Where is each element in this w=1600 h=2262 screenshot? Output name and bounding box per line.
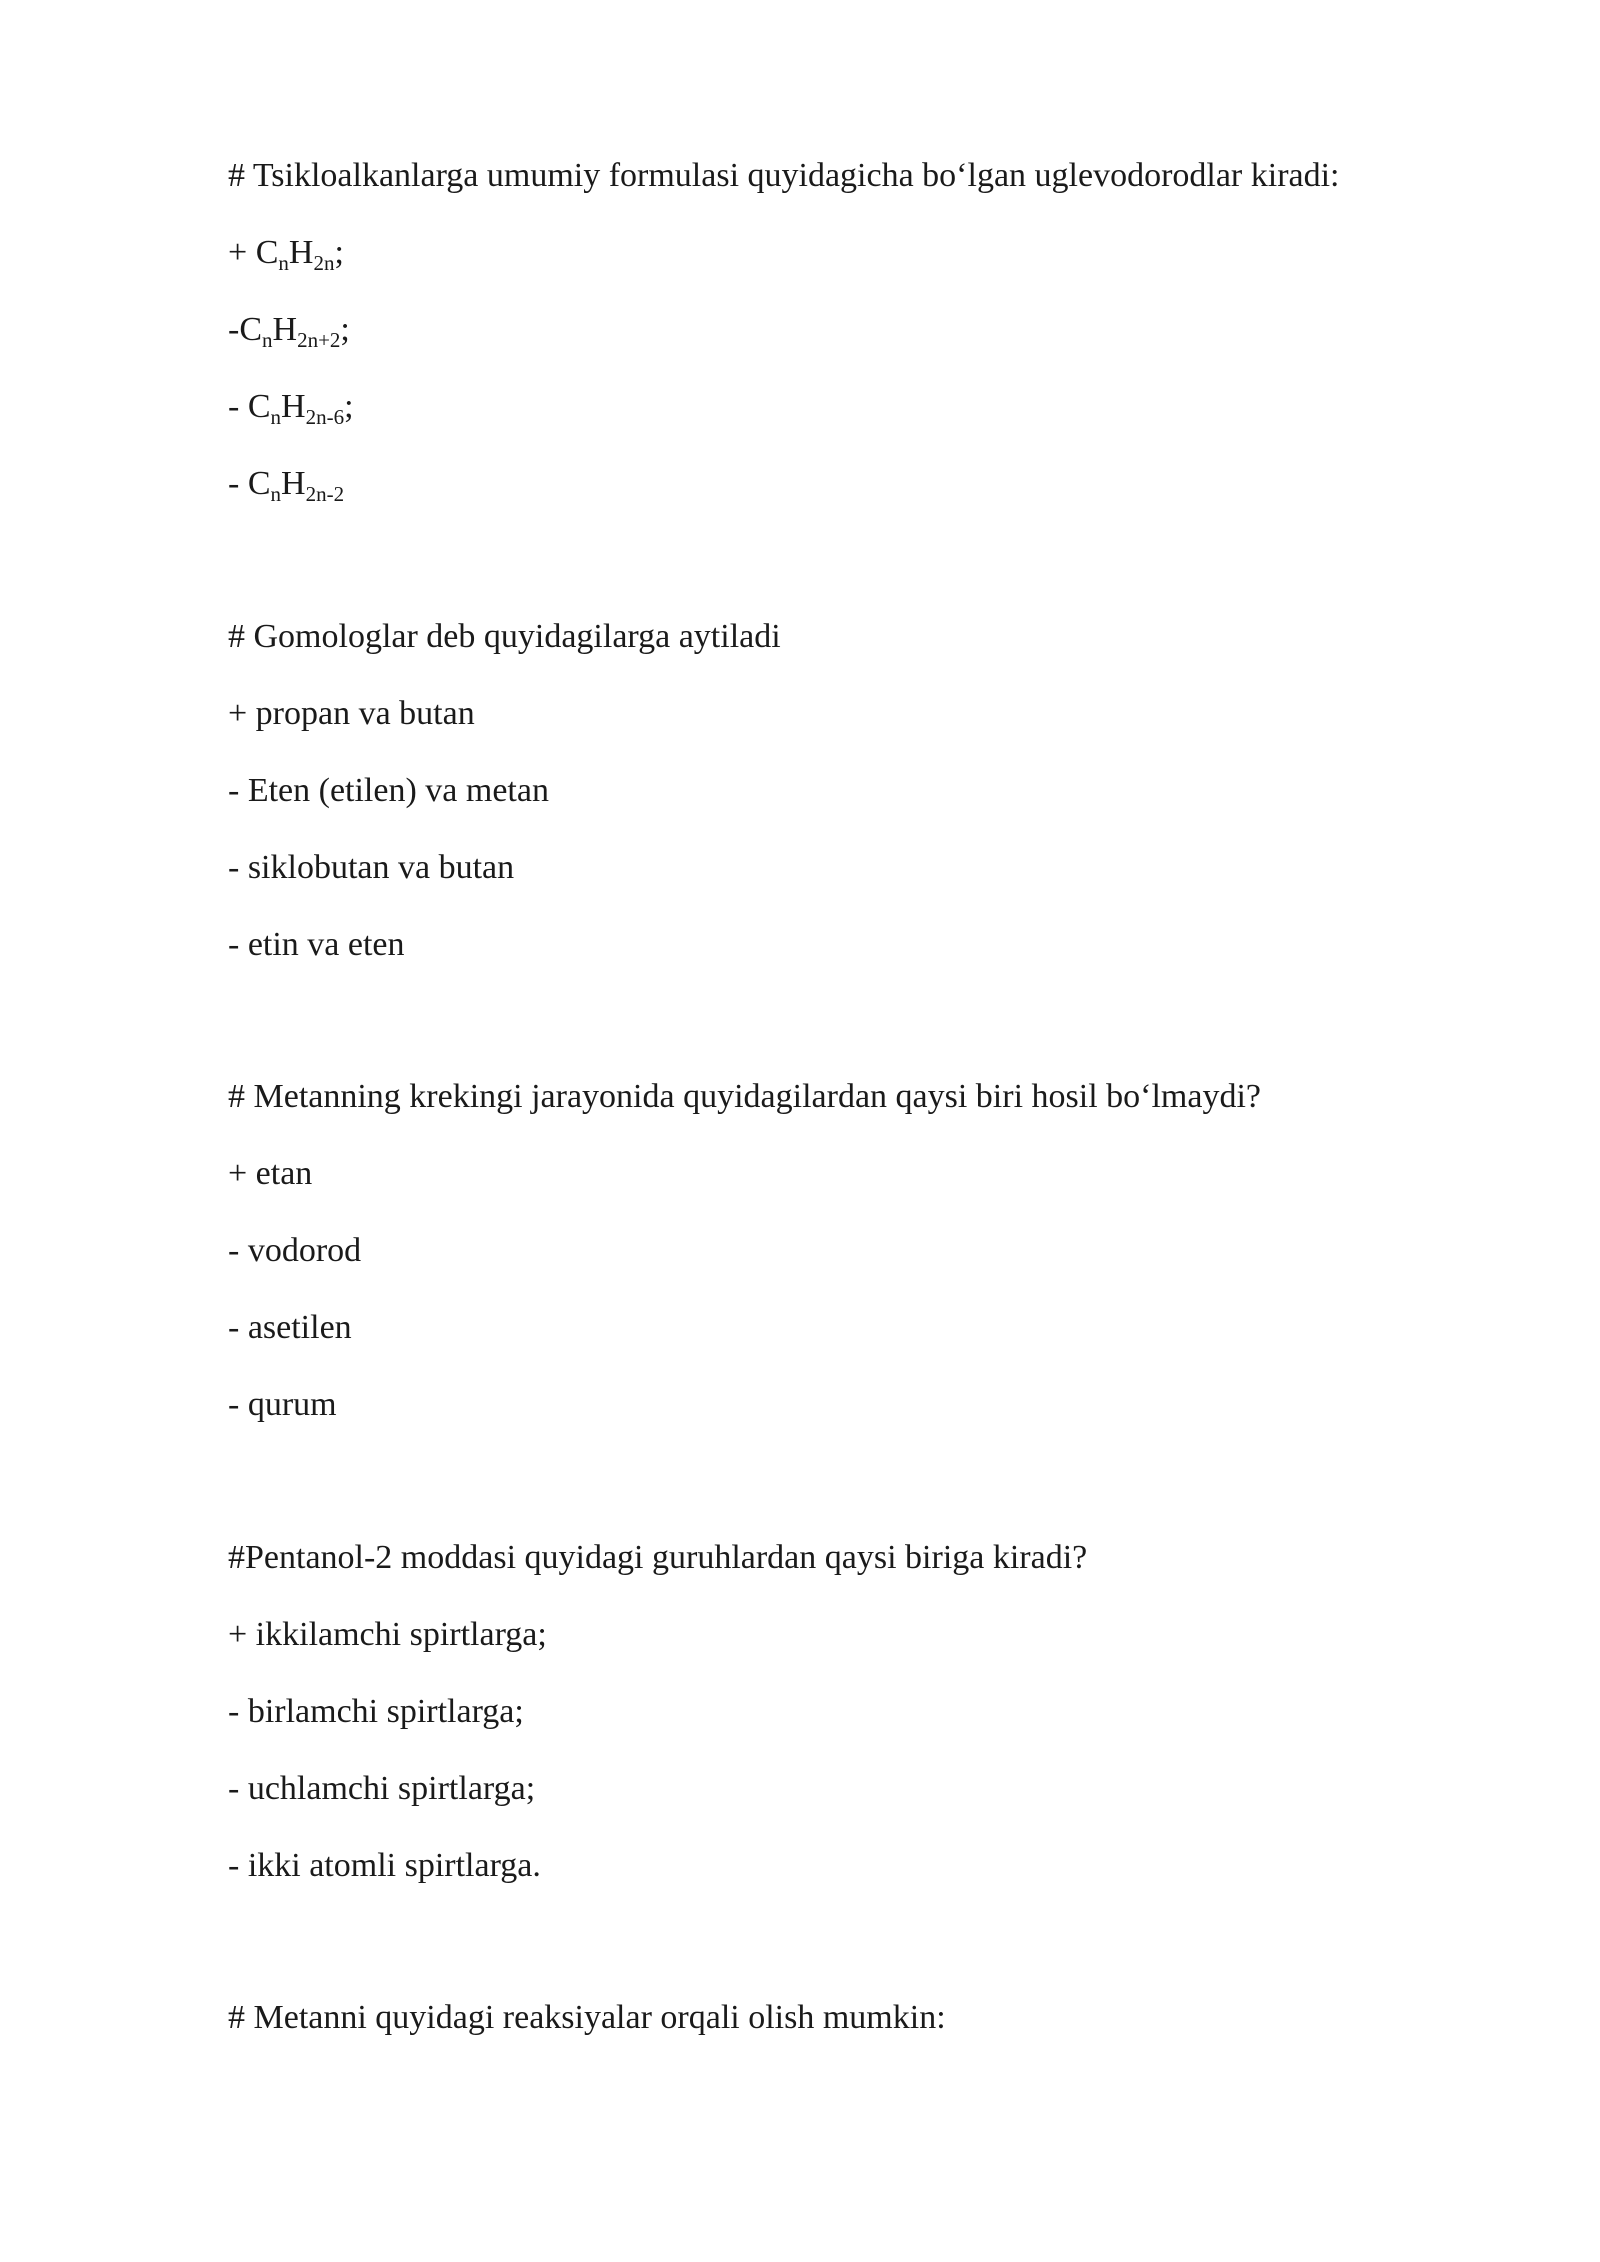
formula-c: C [247, 465, 271, 502]
formula-c-subscript: n [262, 328, 273, 352]
option-prefix: - [228, 311, 240, 348]
answer-option [228, 445, 1528, 522]
question-text: # Gomologlar deb quyidagilarga aytiladi [228, 618, 781, 655]
answer-option: - Eten (etilen) va metan [228, 772, 549, 809]
formula-h-subscript: 2n-6 [305, 405, 345, 429]
formula-c: C [239, 311, 263, 348]
answer-option: - etin va eten [228, 926, 405, 963]
formula-h-subscript: 2n+2 [297, 328, 341, 352]
question-text: # Tsikloalkanlarga umumiy formulasi quyidagicha bo‘lgan uglevodorodlar kiradi: [228, 157, 1340, 194]
formula-c: C [247, 388, 271, 425]
answer-option: - uchlamchi spirtlarga; [228, 1770, 536, 1807]
answer-option: + ikkilamchi spirtlarga; [228, 1616, 547, 1653]
formula-c-subscript: n [278, 251, 289, 275]
question-text: # Metanni quyidagi reaksiyalar orqali olish mumkin: [228, 1999, 946, 2036]
answer-option: - vodorod [228, 1232, 362, 1269]
answer-option [228, 368, 1528, 445]
option-suffix: ; [340, 311, 350, 348]
formula-h-subscript: 2n [313, 251, 335, 275]
formula-h: H [281, 465, 306, 502]
answer-option [228, 214, 1528, 291]
answer-option: - siklobutan va butan [228, 849, 515, 886]
question-block-3 [228, 1058, 1528, 1443]
answer-option: + propan va butan [228, 695, 475, 732]
formula-h-subscript: 2n-2 [305, 482, 345, 506]
question-block-5 [228, 1979, 1528, 2056]
question-block-4 [228, 1519, 1528, 1904]
formula-c-subscript: n [270, 482, 282, 506]
option-suffix: ; [344, 388, 354, 425]
question-block-2 [228, 598, 1528, 983]
question-text: # Metanning krekingi jarayonida quyidagilardan qaysi biri hosil bo‘lmaydi? [228, 1078, 1261, 1115]
option-prefix: + [228, 234, 256, 271]
answer-option [228, 291, 1528, 368]
question-text: #Pentanol-2 moddasi quyidagi guruhlardan qaysi biriga kiradi? [228, 1539, 1088, 1576]
formula-h: H [281, 388, 306, 425]
option-suffix: ; [334, 234, 344, 271]
formula-c: C [255, 234, 279, 271]
question-block-1 [228, 137, 1528, 522]
answer-option: - asetilen [228, 1309, 352, 1346]
option-prefix: - [228, 465, 248, 502]
formula-h: H [272, 311, 298, 348]
formula-h: H [288, 234, 314, 271]
answer-option: - ikki atomli spirtlarga. [228, 1847, 541, 1884]
answer-option: - qurum [228, 1386, 337, 1423]
answer-option: + etan [228, 1155, 313, 1192]
formula-c-subscript: n [270, 405, 282, 429]
option-prefix: - [228, 388, 248, 425]
answer-option: - birlamchi spirtlarga; [228, 1693, 524, 1730]
